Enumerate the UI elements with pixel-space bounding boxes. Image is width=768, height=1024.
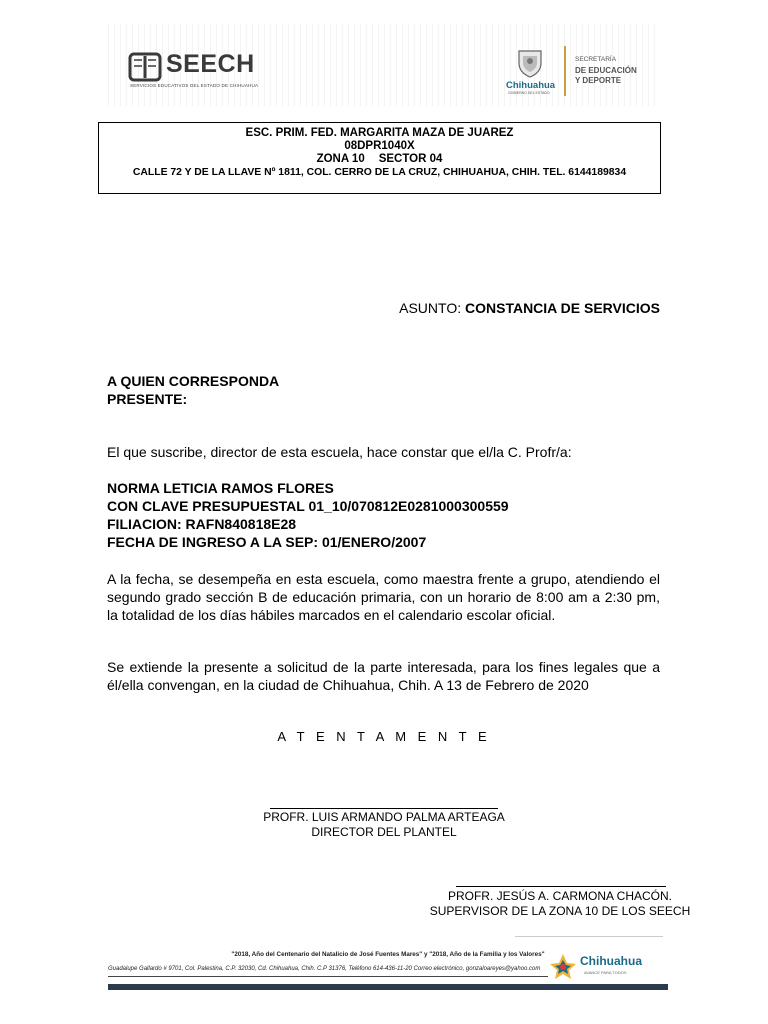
supervisor-title: SUPERVISOR DE LA ZONA 10 DE LOS SEECH (429, 904, 691, 918)
school-sector: SECTOR 04 (378, 153, 443, 165)
school-clave: 08DPR1040X (344, 140, 415, 152)
gov-subtitle: GOBIERNO DEL ESTADO (508, 91, 550, 95)
intro-text: El que suscribe, director de esta escuela, hace constar que el/la C. Profr/a: (107, 444, 572, 460)
subject-value: CONSTANCIA DE SERVICIOS (465, 300, 660, 316)
state-shield-icon (515, 48, 545, 78)
secretaria-line2: DE EDUCACIÓN (575, 66, 637, 75)
secretaria-line3: Y DEPORTE (575, 76, 622, 85)
subject-label: ASUNTO: (399, 300, 465, 316)
teacher-ingreso: FECHA DE INGRESO A LA SEP: 01/ENERO/2007 (107, 534, 427, 550)
greeting-line2: PRESENTE: (107, 391, 188, 407)
gov-brand: Chihuahua (506, 80, 556, 91)
teacher-info (107, 479, 509, 551)
subject-line (399, 300, 660, 316)
teacher-clave: CON CLAVE PRESUPUESTAL 01_10/070812E0281000300559 (107, 498, 509, 514)
seech-subtitle: SERVICIOS EDUCATIVOS DEL ESTADO DE CHIHUAHUA (130, 83, 259, 88)
secretaria-line1: SECRETARÍA (575, 56, 617, 63)
director-name: PROFR. LUIS ARMANDO PALMA ARTEAGA (263, 810, 505, 824)
footer-address: Guadalupe Gallardo # 9701, Col. Palestina, C.P. 32030, Cd. Chihuahua, Chih. C.P 31376, Teléfono 614-436-11-20 Correo electrónico, gonzaloareyes@yahoo.com (108, 966, 541, 972)
body-paragraph-2: Se extiende la presente a solicitud de la parte interesada, para los fines legales que a él/ella convengan, en la ciudad de Chihuahua, Chih. A 13 de Febrero de 2020 (107, 659, 660, 693)
teacher-name: NORMA LETICIA RAMOS FLORES (107, 480, 334, 496)
chihuahua-star-icon (548, 952, 578, 982)
school-info-box (98, 122, 661, 194)
school-address: CALLE 72 Y DE LA LLAVE Nº 1811, COL. CERRO DE LA CRUZ, CHIHUAHUA, CHIH. TEL. 6144189834 (132, 167, 627, 178)
director-title: DIRECTOR DEL PLANTEL (311, 825, 457, 839)
closing: A T E N T A M E N T E (277, 729, 491, 744)
greeting (107, 372, 279, 408)
supervisor-name: PROFR. JESÚS A. CARMONA CHACÓN. (447, 889, 673, 903)
footer-rule (108, 976, 548, 977)
signature-supervisor (400, 889, 720, 919)
footer-top-rule (515, 936, 663, 937)
teacher-filiacion: FILIACION: RAFN840818E28 (107, 516, 297, 532)
school-zona: ZONA 10 (316, 153, 365, 165)
signature-line-director (270, 808, 498, 809)
header-divider (564, 46, 566, 96)
greeting-line1: A QUIEN CORRESPONDA (107, 373, 280, 389)
signature-line-supervisor (456, 886, 666, 887)
footer-motto: "2018, Año del Centenario del Natalicio de José Fuentes Mares" y "2018, Año de la Familia y los Valores" (231, 951, 545, 958)
body-paragraph-1: A la fecha, se desempeña en esta escuela, como maestra frente a grupo, atendiendo el segundo grado sección B de educación primaria, con un horario de 8:00 am a 2:30 pm, la totalidad de los días hábiles marcados en el calendario escolar oficial. (107, 571, 660, 623)
signature-director (200, 810, 568, 840)
school-name: ESC. PRIM. FED. MARGARITA MAZA DE JUAREZ (245, 127, 514, 139)
seech-brand: SEECH (166, 50, 255, 78)
footer-brand: Chihuahua (580, 954, 642, 968)
footer-brand-sub: AVANCE PARA TODOS (584, 970, 627, 975)
footer-bar (108, 984, 668, 990)
school-zona-sector (99, 153, 660, 166)
